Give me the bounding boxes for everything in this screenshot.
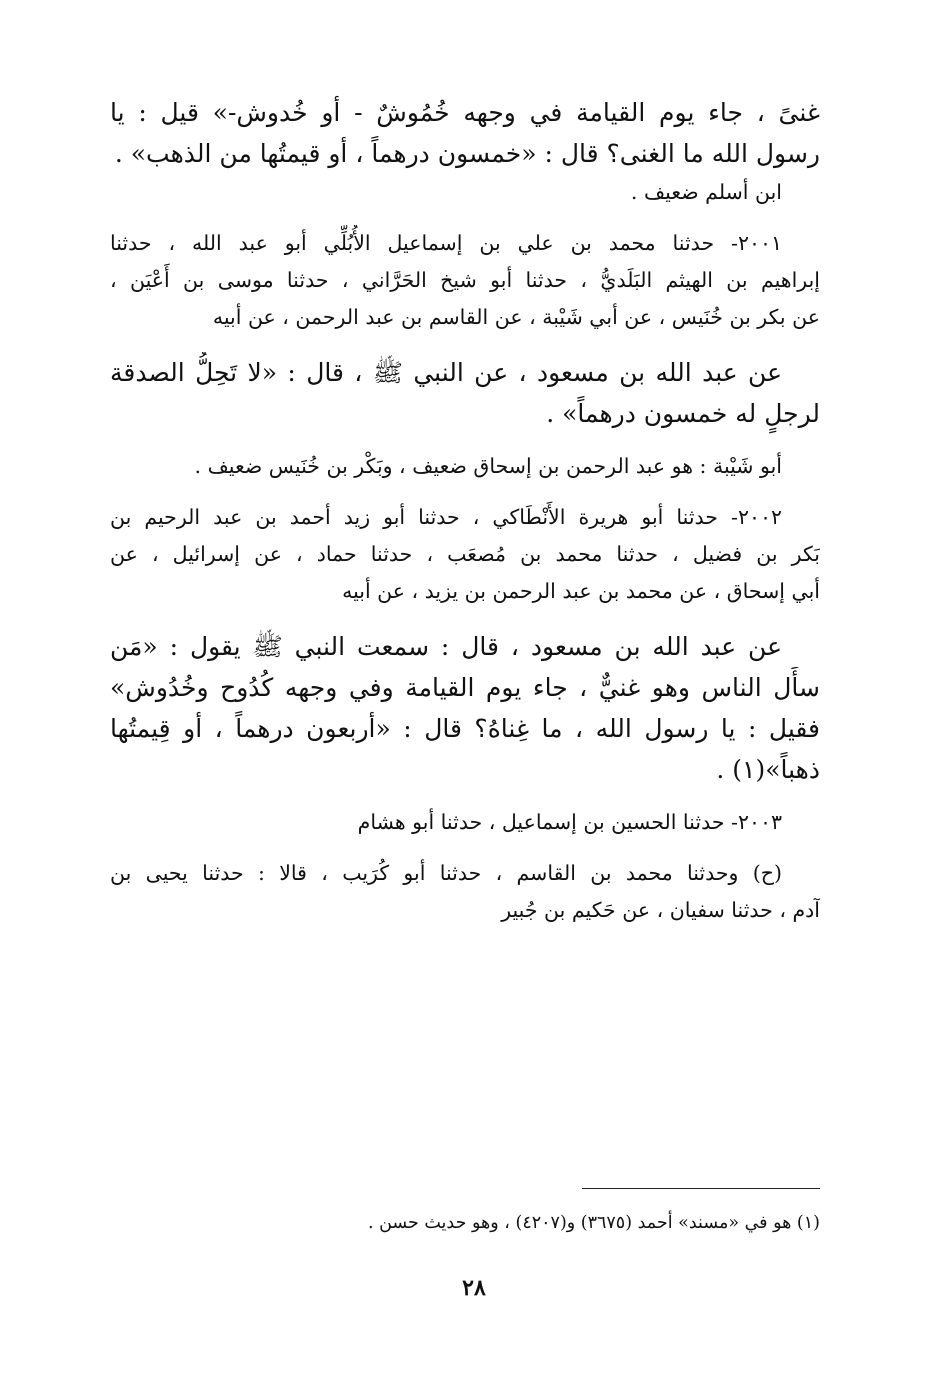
text-line: رسول الله ما الغنى؟ قال : «خمسون درهماً ، أو قيمتُها من الذهب» . [114,139,820,168]
text-line: عن عبد الله بن مسعود ، قال : سمعت النبي ﷺ يقول : «مَن [110,632,782,661]
text-line: آدم ، حدثنا سفيان ، عن حَكيم بن جُبير [501,898,820,922]
text-line: أبو شَيْبة : هو عبد الرحمن بن إسحاق ضعيف ، وبَكْر بن خُنَيس ضعيف . [194,454,782,478]
text-line: إبراهيم بن الهيثم البَلَديُّ ، حدثنا أبو شيخ الحَرَّاني ، حدثنا موسى بن أَعْيَن ، [110,268,820,292]
paragraph-hadith-2001 [110,225,820,336]
text-line: ذهباً»(١) . [716,755,820,784]
paragraph-5 [110,448,820,485]
paragraph-7 [110,626,820,790]
text-line: ٢٠٠٢- حدثنا أبو هريرة الأَنْطَاكي ، حدثنا أبو زيد أحمد بن عبد الرحيم بن [110,505,782,529]
text-line: أبي إسحاق ، عن محمد بن عبد الرحمن بن يزيد ، عن أبيه [342,579,820,603]
paragraph-hadith-2002 [110,499,820,610]
text-line: ابن أسلم ضعيف . [630,180,782,204]
text-line: (ح) وحدثنا محمد بن القاسم ، حدثنا أبو كُرَيب ، قالا : حدثنا يحيى بن [110,861,782,885]
footnote: (١) هو في «مسند» أحمد (٣٦٧٥) و(٤٢٠٧) ، وهو حديث حسن . [367,1213,820,1233]
text-line: فقيل : يا رسول الله ، ما غِناهُ؟ قال : «أربعون درهماً ، أو قِيمتُها [110,714,820,743]
text-line: لرجلٍ له خمسون درهماً» . [546,399,820,428]
text-line: عن بكر بن خُنَيس ، عن أبي شَيْبة ، عن القاسم بن عبد الرحمن ، عن أبيه [212,305,820,329]
footnote-divider [582,1188,820,1189]
text-line: بَكر بن فضيل ، حدثنا محمد بن مُصعَب ، حدثنا حماد ، عن إسرائيل ، عن [110,542,820,566]
paragraph-4 [110,352,820,434]
paragraph-2 [110,174,820,211]
paragraph-1 [110,92,820,174]
paragraph-hadith-2003 [110,804,820,841]
page-body [110,92,820,929]
paragraph-9 [110,855,820,929]
text-line: عن عبد الله بن مسعود ، عن النبي ﷺ ، قال : «لا تَحِلُّ الصدقة [110,358,782,387]
text-line: ٢٠٠٣- حدثنا الحسين بن إسماعيل ، حدثنا أبو هشام [357,810,782,834]
text-line: غنىً ، جاء يوم القيامة في وجهه خُمُوشٌ - أو خُدوش-» قيل : يا [110,98,820,127]
text-line: ٢٠٠١- حدثنا محمد بن علي بن إسماعيل الأُبُلِّي أبو عبد الله ، حدثنا [110,231,782,255]
page-number: ٢٨ [462,1275,486,1301]
text-line: سأَل الناس وهو غنيٌّ ، جاء يوم القيامة وفي وجهه كُدُوح وخُدُوش» [110,673,820,702]
